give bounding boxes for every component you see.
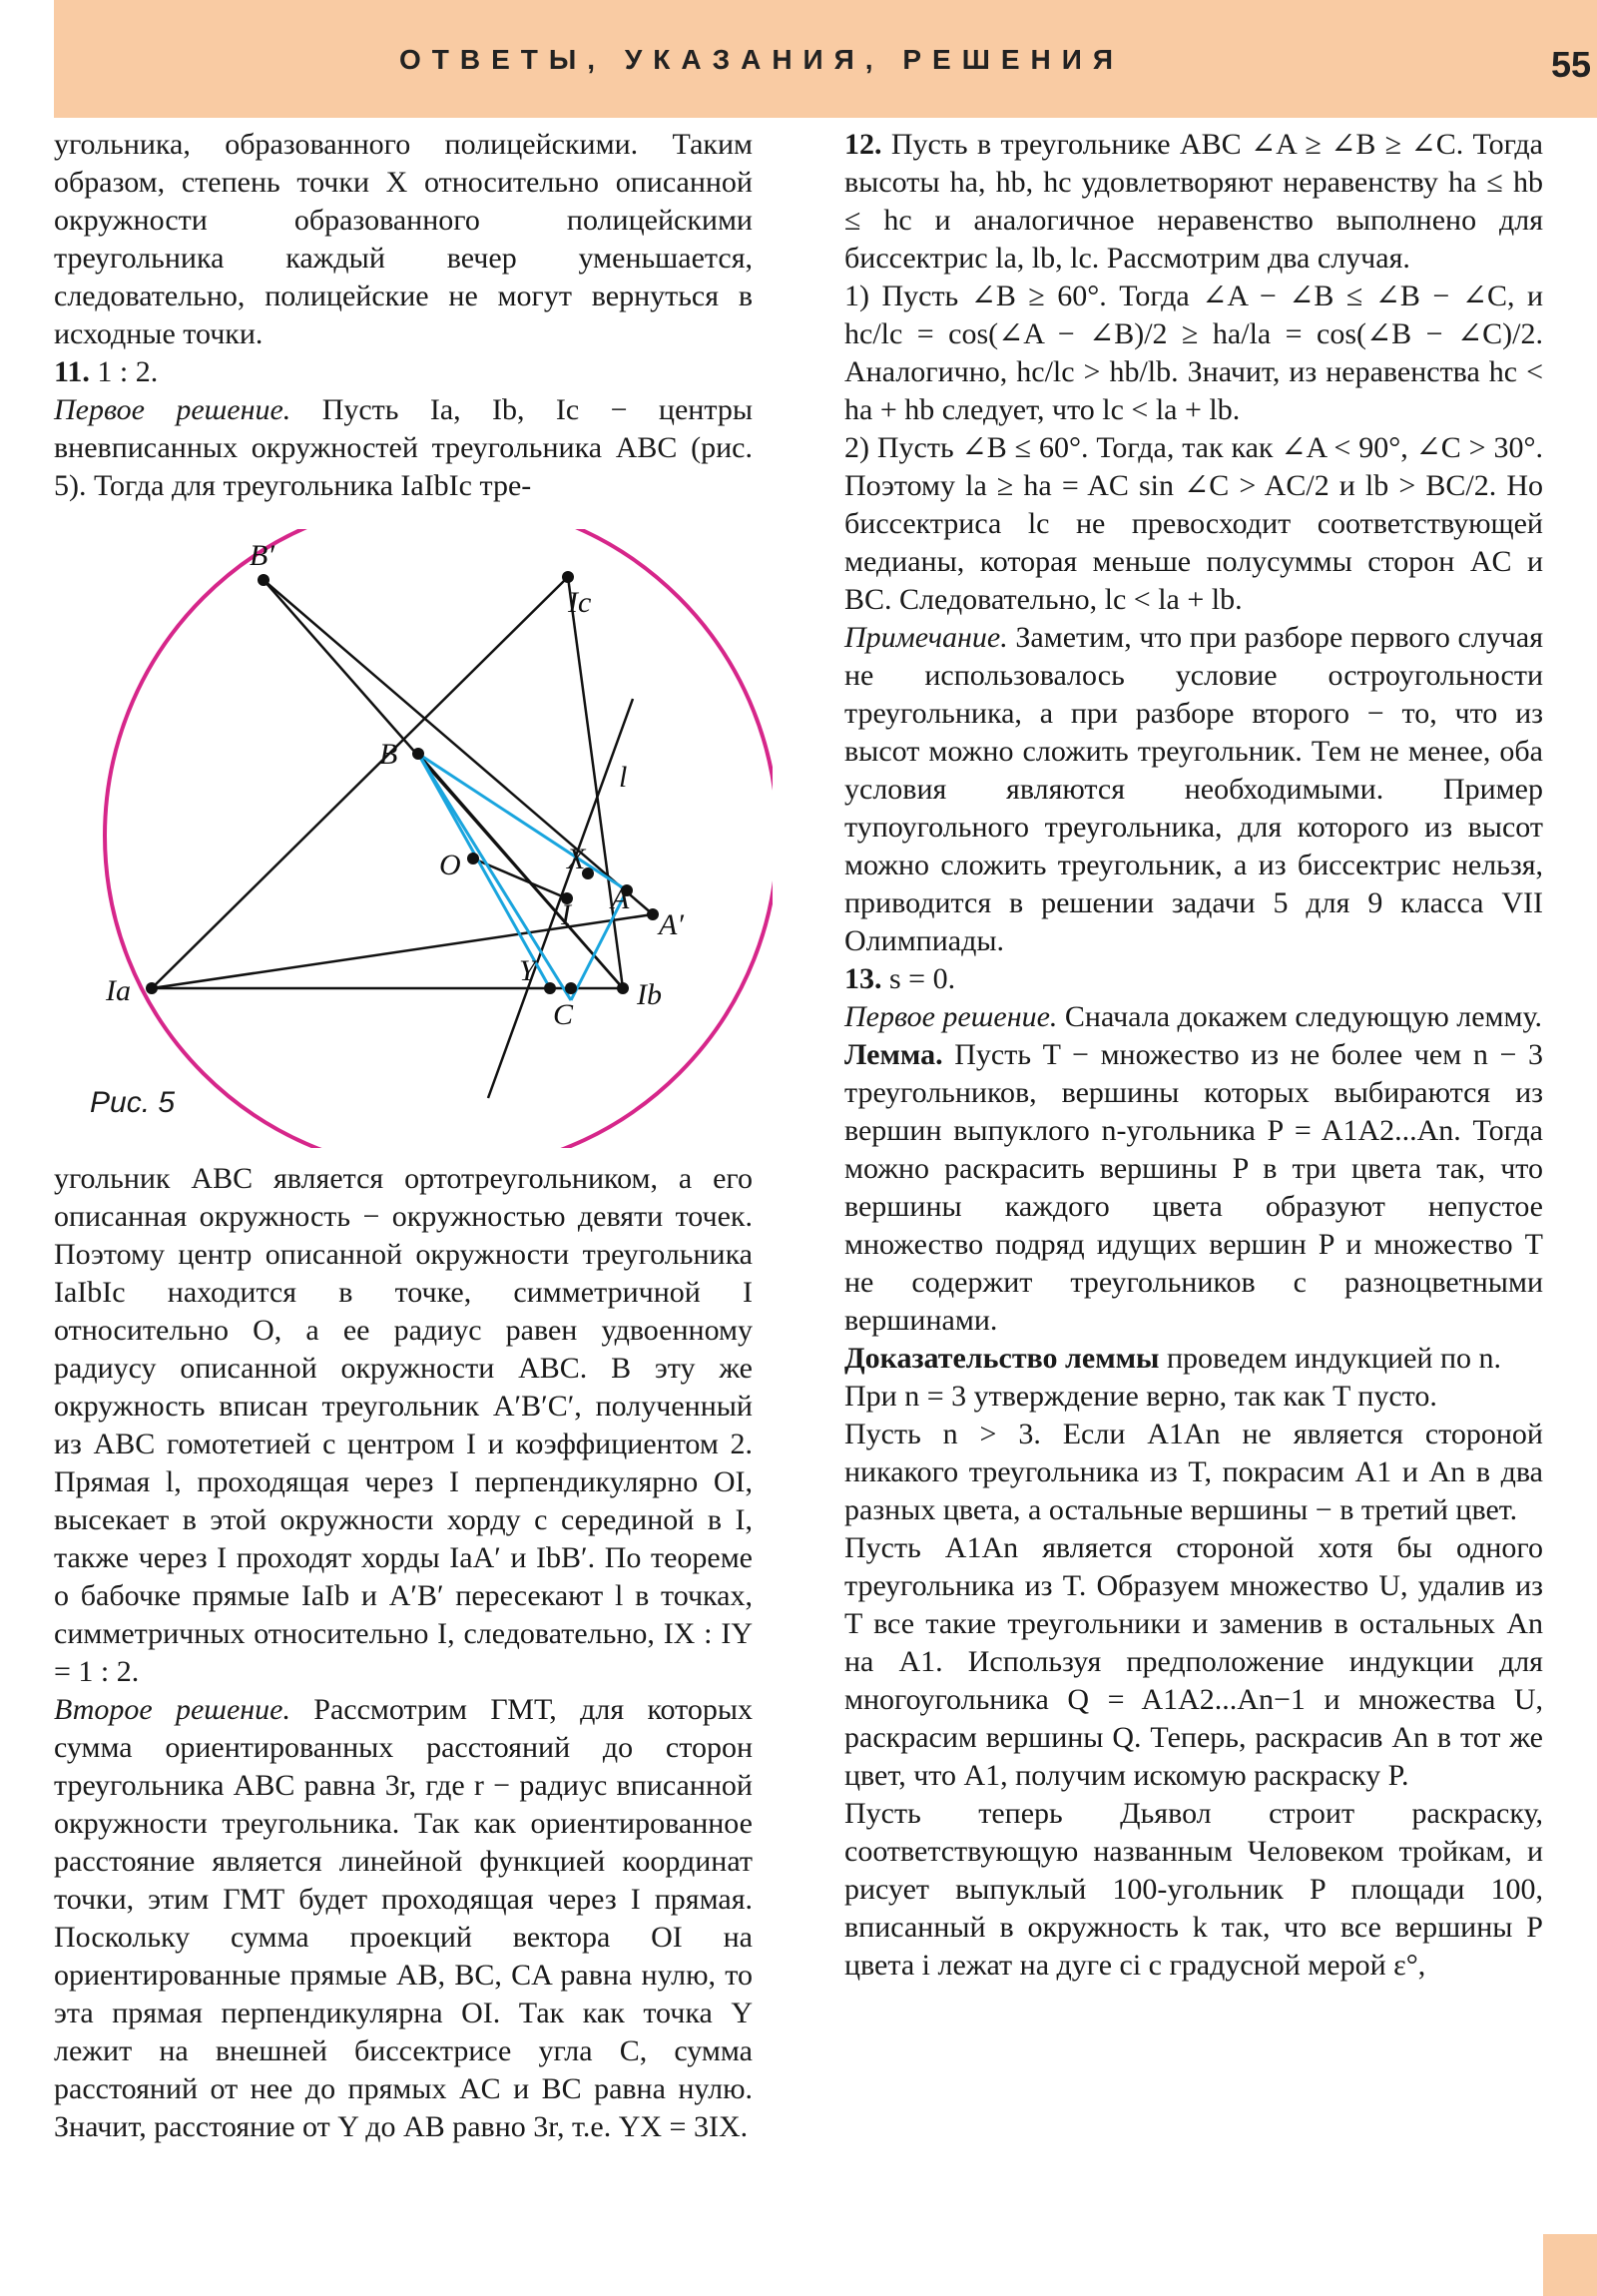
line-ia-ic (152, 577, 568, 988)
header-band (54, 0, 1597, 118)
problem-number: 13. (844, 962, 882, 995)
solution-lead: Второе решение. (54, 1693, 290, 1726)
solution-text: Пусть Ia, Ib, Ic − центры вневписанных окружностей треугольника ABC (рис. 5). Тогда для треугольника IaIbIc тре- (54, 393, 753, 502)
answer-text: 1 : 2. (89, 355, 159, 388)
line-ia-ap (152, 914, 653, 988)
note-lead: Примечание. (844, 621, 1008, 654)
problem-11-answer (54, 353, 753, 391)
paragraph (844, 1340, 1543, 1378)
paragraph (844, 619, 1543, 960)
paragraph (54, 1691, 753, 2146)
label-bp: B′ (250, 539, 274, 572)
label-o: O (439, 849, 461, 881)
right-column (844, 126, 1543, 1985)
label-c: C (553, 998, 574, 1031)
paragraph-text: Сначала докажем следующую лемму. (1057, 1000, 1543, 1033)
paragraph: 2) Пусть ∠B ≤ 60°. Тогда, так как ∠A < 90°, ∠C > 30°. Поэтому la ≥ ha = AC sin ∠C > AC/2 и lb > BC/2. Но биссектриса lc не превосходит соответствующей медианы, которая меньше полусуммы сторон AC и BC. Следовательно, lc < la + lb. (844, 431, 1543, 616)
paragraph-text: s = 0. (881, 962, 956, 995)
solution-lead: Первое решение. (54, 393, 291, 426)
paragraph: При n = 3 утверждение верно, так как T пусто. (844, 1380, 1437, 1413)
corner-tab (1543, 2234, 1597, 2296)
paragraph: угольник ABC является ортотреугольником, а его описанная окружность − окружностью девяти точек. Поэтому центр описанной окружности треугольника IaIbIc находится в точке, симметричной I относительно O, а ее радиус равен удвоенному радиусу описанной окружности ABC. В эту же окружность вписан треугольник A′B′C′, полученный из ABC гомотетией с центром I и коэффициентом 2. Прямая l, проходящая через I перпендикулярно OI, высекает в этой окружности хорду с серединой в I, также через I проходят хорды IaA′ и IbB′. По теореме о бабочке прямые IaIb и A′B′ пересекают l в точках, симметричных относительно I, следовательно, IX : IY = 1 : 2. (54, 1162, 753, 1688)
label-ap: A′ (659, 908, 684, 941)
paragraph-text: проведем индукцией по n. (1159, 1342, 1501, 1375)
circumcircle (105, 529, 773, 1148)
paragraph: Пусть теперь Дьявол строит раскраску, соответствующую названным Человеком тройкам, и рисует выпуклый 100-угольник P площади 100, вписанный в окружность k так, что все вершины P цвета i лежат на дуге ci с градусной мерой ε°, (844, 1797, 1543, 1982)
label-i: I (561, 898, 571, 931)
label-a: A (611, 882, 630, 915)
label-l: l (619, 761, 628, 794)
paragraph: Пусть A1An является стороной хотя бы одного треугольника из T. Образуем множество U, удалив из T все такие треугольники и заменив в остальных An на A1. Используя предположение индукции для многоугольника Q = A1A2...An−1 и множества U, раскрасим вершины Q. Теперь, раскрасив An в тот же цвет, что A1, получим искомую раскраску P. (844, 1531, 1543, 1792)
paragraph-text: Заметим, что при разборе первого случая не использовалось условие остроугольности треугольника, а при разборе второго − то, что из высот можно сложить треугольник. Тем не менее, оба условия являются необходимыми. Пример тупоугольного треугольника, для которого из высот можно сложить треугольник, а из биссектрис нельзя, приводится в решении задачи 5 для 9 класса VII Олимпиады. (844, 621, 1543, 957)
page-number: 55 (1551, 44, 1592, 85)
paragraph (844, 960, 1543, 998)
label-ia: Ia (106, 974, 131, 1007)
lemma-lead: Лемма. (844, 1038, 943, 1071)
black-lines (152, 577, 653, 1098)
label-ic: Ic (568, 586, 592, 619)
running-header-title: ОТВЕТЫ, УКАЗАНИЯ, РЕШЕНИЯ (398, 44, 1124, 75)
solution-text: Рассмотрим ГМТ, для которых сумма ориентированных расстояний до сторон треугольника ABC равна 3r, где r − радиус вписанной окружности треугольника. Так как ориентированное расстояние является линейной функцией координат точки, этим ГМТ будет проходящая через I прямая. Поскольку сумма проекций вектора OI на ориентированные прямые AB, BC, CA равна нулю, то эта прямая перпендикулярна OI. Так как точка Y лежит на внешней биссектрисе угла C, сумма расстояний от нее до прямых AC и BC равна нулю. Значит, расстояние от Y до AB равно 3r, т.е. YX = 3IX. (54, 1693, 753, 2143)
proof-lead: Доказательство леммы (844, 1342, 1160, 1375)
paragraph-text: Пусть в треугольнике ABC ∠A ≥ ∠B ≥ ∠C. Тогда высоты ha, hb, hc удовлетворяют неравенству ha ≤ hb ≤ hc и аналогичное неравенство выполнено для биссектрис la, lb, lc. Рассмотрим два случая. (844, 128, 1543, 275)
label-x: X (567, 843, 586, 875)
figure-5 (54, 529, 773, 1148)
paragraph (844, 126, 1543, 278)
paragraph (844, 998, 1543, 1036)
paragraph: 1) Пусть ∠B ≥ 60°. Тогда ∠A − ∠B ≤ ∠B − ∠C, и hc/lc = cos(∠A − ∠B)/2 ≥ ha/la = cos(∠B − ∠C)/2. Аналогично, hc/lc > hb/lb. Значит, из неравенства hc < ha + hb следует, что lc < la + lb. (844, 280, 1543, 426)
problem-number: 12. (844, 128, 882, 161)
left-column-bottom (54, 1160, 753, 2146)
solution-lead: Первое решение. (844, 1000, 1058, 1033)
geometry-diagram (54, 529, 773, 1148)
label-ib: Ib (637, 978, 662, 1011)
figure-caption: Рис. 5 (90, 1086, 176, 1119)
points (146, 571, 659, 994)
problem-number: 11. (54, 355, 90, 388)
paragraph: Пусть n > 3. Если A1An не является стороной никакого треугольника из T, покрасим A1 и An в два разных цвета, а остальные вершины − в третий цвет. (844, 1418, 1543, 1526)
label-y: Y (519, 954, 536, 987)
paragraph: угольника, образованного полицейскими. Таким образом, степень точки X относительно описанной окружности образованного полицейскими треугольника каждый вечер уменьшается, следовательно, полицейские не могут вернуться в исходные точки. (54, 128, 753, 350)
paragraph (54, 391, 753, 505)
label-b: B (379, 738, 398, 771)
paragraph (844, 1036, 1543, 1340)
paragraph-text: Пусть T − множество из не более чем n − 3 треугольников, вершины которых выбираются из вершин выпуклого n-угольника P = A1A2...An. Тогда можно раскрасить вершины P в три цвета так, что вершины каждого цвета образуют непустое множество подряд идущих вершин P и множество T не содержит треугольников с разноцветными вершинами. (844, 1038, 1543, 1337)
left-column-top (54, 126, 753, 505)
